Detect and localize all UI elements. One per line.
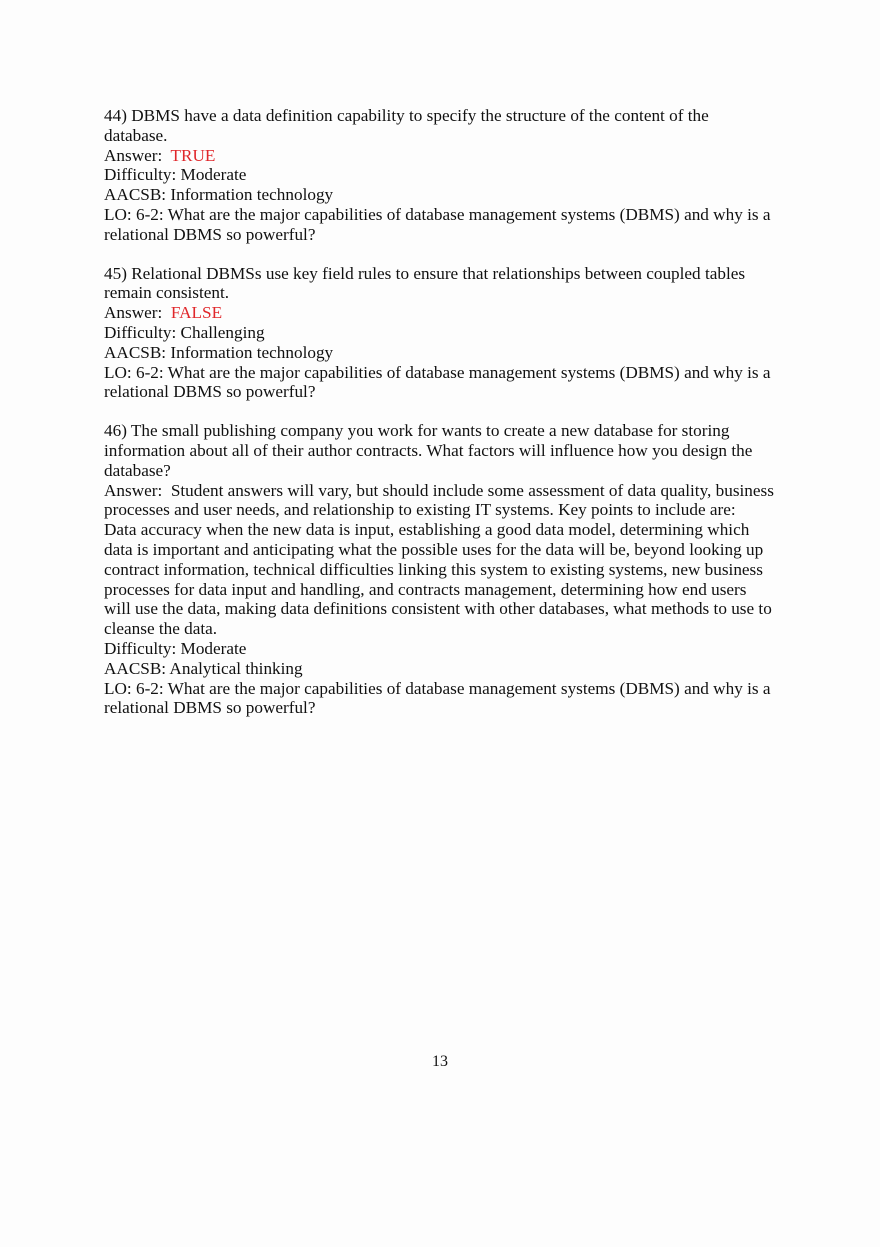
question-44 <box>104 106 774 245</box>
aacsb-line: AACSB: Information technology <box>104 342 334 362</box>
learning-objective-line: LO: 6-2: What are the major capabilities of database management systems (DBMS) and why is a relational DBMS so powerful? <box>104 362 771 402</box>
aacsb-line: AACSB: Information technology <box>104 185 334 205</box>
question-stem: 46) The small publishing company you work for wants to create a new database for storing information about all of their author contracts. What factors will influence how you design the database? <box>104 421 753 480</box>
answer-line <box>104 146 774 166</box>
answer-value: TRUE <box>170 145 216 165</box>
answer-value: FALSE <box>170 303 223 323</box>
answer-label: Answer: <box>104 145 163 165</box>
difficulty-line: Difficulty: Moderate <box>104 638 247 658</box>
aacsb-line: AACSB: Analytical thinking <box>104 658 303 678</box>
answer-text: Student answers will vary, but should include some assessment of data quality, business processes and user needs, and relationship to existing IT systems. Key points to include are: <box>104 480 774 520</box>
answer-detail: Data accuracy when the new data is input, establishing a good data model, determining which data is important and anticipating what the possible uses for the data will be, beyond looking up contract information, technical difficulties linking this system to existing systems, new business processes for data input and handling, and contracts management, determining how end users will use the data, making data definitions consistent with other databases, what methods to use to cleanse the data. <box>104 520 772 639</box>
learning-objective-line: LO: 6-2: What are the major capabilities of database management systems (DBMS) and why is a relational DBMS so powerful? <box>104 204 771 244</box>
answer-label: Answer: <box>104 303 163 323</box>
difficulty-line: Difficulty: Challenging <box>104 322 265 342</box>
answer-label: Answer: <box>104 480 163 500</box>
question-stem: 44) DBMS have a data definition capability to specify the structure of the content of the database. <box>104 106 709 145</box>
page-content <box>104 106 774 718</box>
answer-line <box>104 303 774 323</box>
answer-line <box>104 481 774 521</box>
question-46 <box>104 421 774 718</box>
question-stem: 45) Relational DBMSs use key field rules to ensure that relationships between coupled tables remain consistent. <box>104 263 746 303</box>
learning-objective-line: LO: 6-2: What are the major capabilities of database management systems (DBMS) and why is a relational DBMS so powerful? <box>104 678 771 718</box>
page-number: 13 <box>432 1053 448 1070</box>
question-45 <box>104 264 774 403</box>
difficulty-line: Difficulty: Moderate <box>104 165 247 185</box>
